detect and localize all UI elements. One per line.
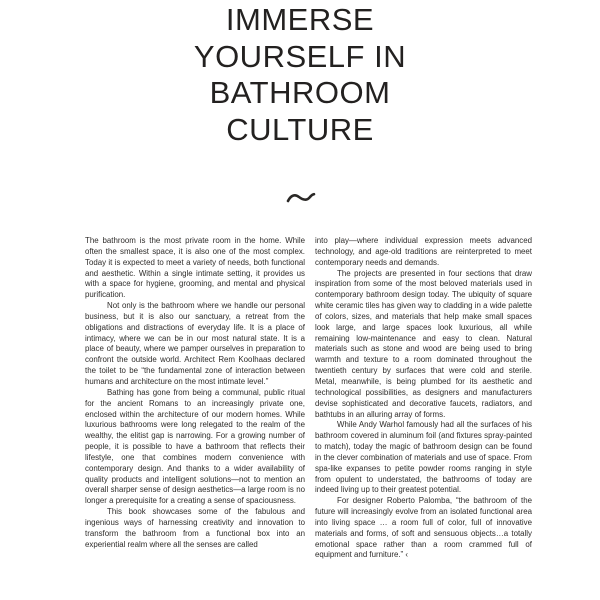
title-line: CULTURE xyxy=(226,111,374,147)
left-text-column xyxy=(85,236,305,550)
body-paragraph: For designer Roberto Palomba, “the bathroom of the future will increasingly evolve from an isolated functional area into living space … a room full of color, full of innovative materials and forms, of soft and sensuous objects…a totally emotional space rather than a room crammed full of equipment and furniture.” ‹ xyxy=(315,496,532,560)
body-paragraph: While Andy Warhol famously had all the surfaces of his bathroom covered in aluminum foil (and fixtures spray-painted to match), today the magic of bathroom design can be found in the clever combination of materials and use of space. From spa-like expanses to petite powder rooms ranging in style from opulent to understated, the bathrooms of today are indeed living up to their greatest potential. xyxy=(315,420,532,495)
right-text-column xyxy=(315,236,532,561)
title-line: BATHROOM xyxy=(209,75,391,110)
body-paragraph: Bathing has gone from being a communal, public ritual for the ancient Romans to an increasingly private one, enclosed within the architecture of our modern homes. While luxurious bathrooms were long relegated to the realm of the wealthy, the elitist gap is narrowing. For a growing number of people, it is possible to have a bathroom that reflects their lifestyle, one that combines modern convenience with contemporary design. And thanks to a wider availability of quality products and intelligent solutions—not to mention an overall sharper sense of design aesthetics—a large room is no longer a prerequisite for a creating a sense of spaciousness. xyxy=(85,387,305,506)
ornament-stroke xyxy=(288,194,314,201)
body-paragraph: into play—where individual expression meets advanced technology, and age-old traditions are reinterpreted to meet contemporary needs and demands. xyxy=(315,236,532,267)
title-line: YOURSELF IN xyxy=(193,38,407,74)
page-title xyxy=(0,2,600,148)
body-paragraph: Not only is the bathroom where we handle our personal business, but it is also our sanctuary, a retreat from the obligations and distractions of everyday life. It is a place of intimacy, where we can be in our most natural state. It is a place of beauty, where we pamper ourselves in preparation to confront the outside world. Architect Rem Koolhaas declared the toilet to be “the fundamental zone of interaction between humans and architecture on the most intimate level.” xyxy=(85,301,305,386)
title-line: IMMERSE xyxy=(225,2,375,37)
body-paragraph: The projects are presented in four sections that draw inspiration from some of the most beloved materials used in contemporary bathroom design today. The ubiquity of square white ceramic tiles has given way to cladding in a wide palette of colors, sizes, and materials that help make small spaces look large, and large spaces look luxurious, all while remaining low-maintenance and easy to clean. Natural materials such as stone and wood are being used to bring warmth and texture to a room dominated throughout the twentieth century by surfaces that were cold and sterile. Metal, meanwhile, is being plumbed for its aesthetic and technological possibilities, as designers and manufacturers devise sophisticated and decorative faucets, radiators, and bathtubs in an alluring array of forms. xyxy=(315,268,532,419)
body-paragraph: This book showcases some of the fabulous and ingenious ways of harnessing creativity and innovation to transform the bathroom from a functional box into an experiential realm where all the senses are called xyxy=(85,507,305,549)
tilde-swash-ornament-icon xyxy=(286,188,316,208)
body-paragraph: The bathroom is the most private room in the home. While often the smallest space, it is also one of the most complex. Today it is expected to meet a variety of needs, both functional and aesthetic. Within a single intimate setting, it provides us with a space for hygiene, grooming, and mental and physical purification. xyxy=(85,236,305,300)
